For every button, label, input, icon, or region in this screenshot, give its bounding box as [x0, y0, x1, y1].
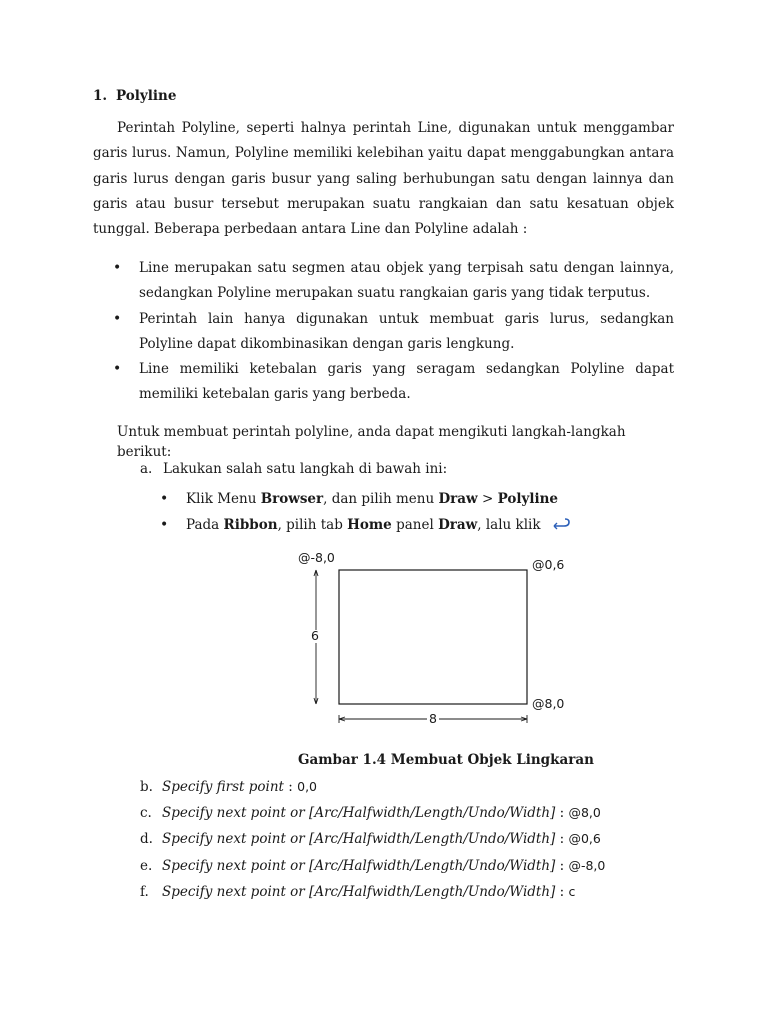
list-item: e. Specify next point or [Arc/Halfwidth/Length/Undo/Width] : @-8,0: [140, 857, 606, 874]
section-number: 1.: [93, 88, 108, 104]
step-a: [140, 459, 447, 479]
figure-drawing: [290, 545, 590, 745]
bullet-icon: •: [160, 517, 169, 533]
polyline-tool-icon: [551, 513, 573, 539]
intro-paragraph: Perintah Polyline, seperti halnya perintah Line, digunakan untuk menggambar garis lurus. Namun, Polyline memiliki kelebihan yaitu dapat menggabungkan antara garis lurus dengan garis busur yang saling berhubungan satu dengan lainnya dan garis atau busur tersebut merupakan suatu rangkaian dan satu kesatuan objek tunggal. Beberapa perbedaan antara Line dan Polyline adalah :: [93, 120, 674, 238]
list-item: b. Specify first point : 0,0: [140, 779, 318, 795]
list-item: • Perintah lain hanya digunakan untuk membuat garis lurus, sedangkan Polyline dapat dikombinasikan dengan garis lengkung.: [93, 307, 674, 358]
rectangle-figure: [290, 545, 590, 745]
step-text: Lakukan salah satu langkah di bawah ini:: [163, 461, 448, 477]
steps-intro: Untuk membuat perintah polyline, anda dapat mengikuti langkah-langkah berikut:: [117, 424, 626, 460]
label-height: 6: [311, 628, 319, 643]
label-top-right: @0,6: [532, 557, 565, 572]
sub-bullet-list: [160, 486, 573, 539]
list-item: • Pada Ribbon, pilih tab Home panel Draw, lalu klik: [160, 512, 573, 539]
figure-caption: Gambar 1.4 Membuat Objek Lingkaran: [298, 752, 594, 768]
section-title: Polyline: [116, 88, 177, 104]
bullet-icon: •: [113, 310, 122, 327]
polyline-rectangle: [339, 570, 527, 704]
section-heading: [93, 86, 176, 106]
label-width: 8: [429, 711, 437, 726]
list-item: d. Specify next point or [Arc/Halfwidth/Length/Undo/Width] : @0,6: [140, 831, 601, 848]
bullet-icon: •: [113, 361, 122, 378]
command-steps: [140, 774, 605, 905]
list-item: f. Specify next point or [Arc/Halfwidth/Length/Undo/Width] : c: [140, 883, 576, 900]
list-item: • Line memiliki ketebalan garis yang seragam sedangkan Polyline dapat memiliki ketebalan garis yang berbeda.: [93, 357, 674, 408]
step-label: a.: [140, 461, 153, 477]
list-item: c. Specify next point or [Arc/Halfwidth/Length/Undo/Width] : @8,0: [140, 805, 601, 822]
list-item: • Line merupakan satu segmen atau objek yang terpisah satu dengan lainnya, sedangkan Polyline merupakan suatu rangkaian garis yang tidak terputus.: [93, 256, 674, 307]
label-bottom-right: @8,0: [532, 696, 565, 711]
label-top-left: @-8,0: [298, 550, 335, 565]
bullet-icon: •: [160, 491, 169, 507]
difference-list: [93, 256, 674, 408]
bullet-icon: •: [113, 260, 122, 276]
list-item: • Klik Menu Browser, dan pilih menu Draw > Polyline: [160, 486, 573, 512]
